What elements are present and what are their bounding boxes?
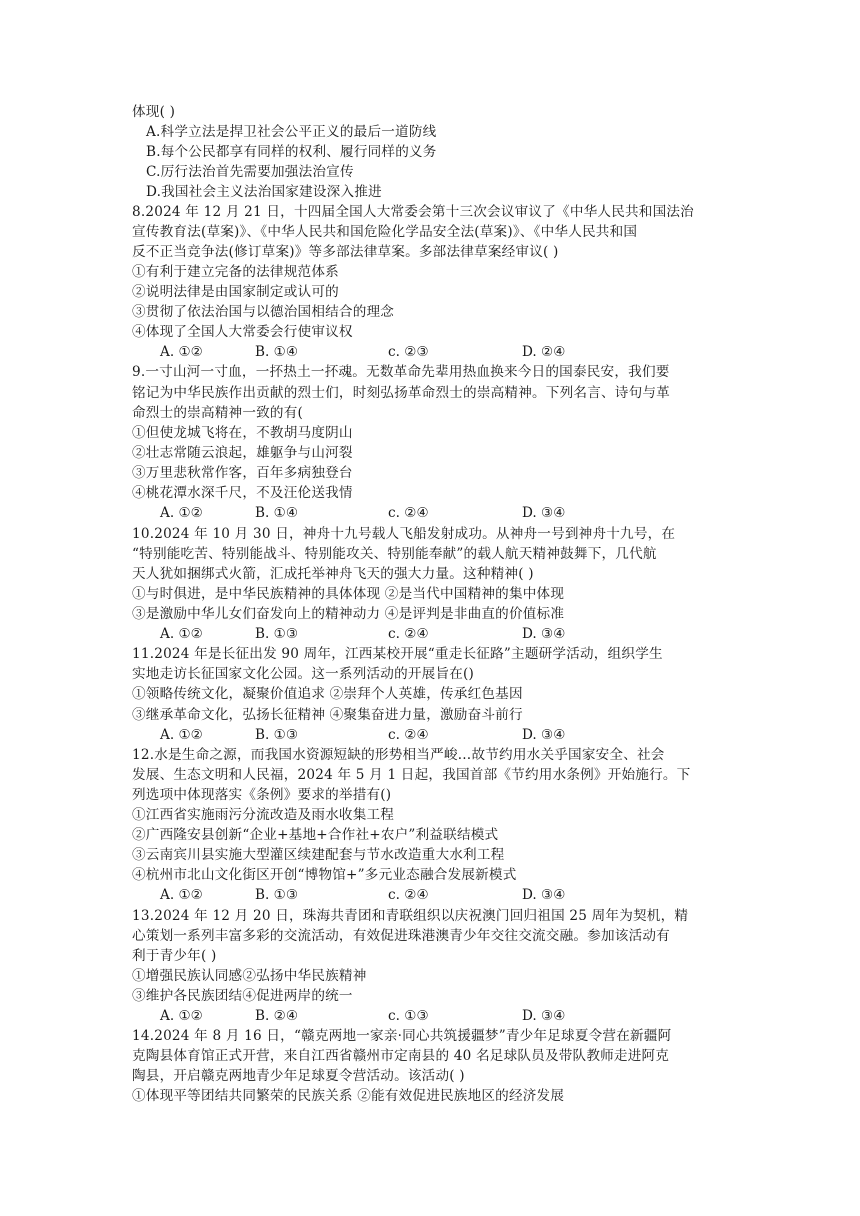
- q7-option-c: C.厉行法治首先需要加强法治宣传: [146, 164, 354, 180]
- q10-choices: [160, 624, 720, 644]
- choice-c: c. ①③: [388, 1008, 429, 1024]
- choice-a: A. ①②: [160, 1008, 203, 1024]
- choice-c: c. ②④: [388, 887, 429, 903]
- q9-choices: [160, 503, 720, 523]
- choice-d: D. ③④: [522, 505, 566, 521]
- question-12-stem: 12.水是生命之源，而我国水资源短缺的形势相当严峻…故节约用水关乎国家安全、社会: [132, 747, 665, 763]
- q7-option-d: D.我国社会主义法治国家建设深入推进: [146, 184, 382, 200]
- choice-d: D. ③④: [522, 626, 566, 642]
- choice-d: D. ③④: [522, 727, 566, 743]
- question-10-stem: 10.2024 年 10 月 30 日，神舟十九号载人飞船发射成功。从神舟一号到神舟十九号，在: [132, 526, 676, 542]
- choice-a: A. ①②: [160, 727, 203, 743]
- choice-b: B. ①③: [255, 727, 299, 743]
- q7-option-b: B.每个公民都享有同样的权利、履行同样的义务: [146, 144, 437, 160]
- question-12-stem: 发展、生态文明和人民福，2024 年 5 月 1 日起，我国首部《节约用水条例》开始施行。下: [132, 767, 691, 783]
- question-14-stem: 14.2024 年 8 月 16 日，“赣克两地一家亲·同心共筑援疆梦”青少年足球夏令营在新疆阿: [132, 1028, 672, 1044]
- question-13-stem: 利于青少年( ): [132, 948, 217, 964]
- q13-statement: ①增强民族认同感②弘扬中华民族精神: [132, 968, 367, 984]
- q9-statement: ②壮志常随云浪起，雄躯争与山河裂: [132, 445, 353, 461]
- question-13-stem: 心策划一系列丰富多彩的交流活动，有效促进珠港澳青少年交往交流交融。参加该活动有: [132, 928, 670, 944]
- question-11-stem: 实地走访长征国家文化公园。这一系列活动的开展旨在(): [132, 666, 475, 682]
- question-8-stem: 宣传教育法(草案)》、《中华人民共和国危险化学品安全法(草案)》、《中华人民共和国: [132, 224, 638, 240]
- choice-b: B. ①④: [255, 505, 299, 521]
- choice-a: A. ①②: [160, 887, 203, 903]
- q11-statement: ③继承革命文化，弘扬长征精神 ④聚集奋进力量，激励奋斗前行: [132, 707, 523, 723]
- q12-statement: ②广西隆安县创新“企业+基地+合作社+农户”利益联结模式: [132, 827, 499, 843]
- q8-statement: ②说明法律是由国家制定或认可的: [132, 284, 339, 300]
- q11-statement: ①领略传统文化，凝聚价值追求 ②崇拜个人英雄，传承红色基因: [132, 686, 523, 702]
- choice-c: c. ②③: [388, 344, 429, 360]
- question-14-stem: 陶县，开启赣克两地青少年足球夏令营活动。该活动( ): [132, 1068, 465, 1084]
- question-12-stem: 列选项中体现落实《条例》要求的举措有(): [132, 787, 392, 803]
- q11-choices: [160, 725, 720, 745]
- choice-b: B. ①④: [255, 344, 299, 360]
- question-7-stem-end: 体现( ): [132, 104, 176, 120]
- q14-statement: ①体现平等团结共同繁荣的民族关系 ②能有效促进民族地区的经济发展: [132, 1088, 565, 1104]
- choice-c: c. ②④: [388, 505, 429, 521]
- question-9-stem: 命烈士的崇高精神一致的有(: [132, 405, 304, 421]
- choice-d: D. ③④: [522, 1008, 566, 1024]
- q10-statement: ③是激励中华儿女们奋发向上的精神动力 ④是评判是非曲直的价值标准: [132, 606, 565, 622]
- question-10-stem: 天人犹如捆绑式火箭，汇成托举神舟飞天的强大力量。这种精神( ): [132, 566, 534, 582]
- question-13-stem: 13.2024 年 12 月 20 日，珠海共青团和青联组织以庆祝澳门回归祖国 25 周年为契机，精: [132, 908, 689, 924]
- q9-statement: ①但使龙城飞将在，不教胡马度阴山: [132, 425, 353, 441]
- question-11-stem: 11.2024 年是长征出发 90 周年，江西某校开展“重走长征路”主题研学活动，组织学生: [132, 646, 663, 662]
- q8-statement: ①有利于建立完备的法律规范体系: [132, 264, 339, 280]
- q9-statement: ③万里悲秋常作客，百年多病独登台: [132, 465, 353, 481]
- choice-d: D. ②④: [522, 344, 566, 360]
- question-9-stem: 9.一寸山河一寸血，一抔热土一抔魂。无数革命先辈用热血换来今日的国泰民安，我们要: [132, 364, 670, 380]
- q13-choices: [160, 1006, 720, 1026]
- question-14-stem: 克陶县体育馆正式开营，来自江西省赣州市定南县的 40 名足球队员及带队教师走进阿克: [132, 1048, 670, 1064]
- choice-a: A. ①②: [160, 505, 203, 521]
- q12-statement: ④杭州市北山文化街区开创“博物馆+”多元业态融合发展新模式: [132, 867, 517, 883]
- question-9-stem: 铭记为中华民族作出贡献的烈士们，时刻弘扬革命烈士的崇高精神。下列名言、诗句与革: [132, 385, 670, 401]
- q8-choices: [160, 342, 720, 362]
- question-8-stem: 反不正当竞争法(修订草案)》等多部法律草案。多部法律草案经审议( ): [132, 244, 559, 260]
- choice-b: B. ①③: [255, 887, 299, 903]
- q7-option-a: A.科学立法是捍卫社会公平正义的最后一道防线: [146, 124, 437, 140]
- choice-c: c. ②④: [388, 727, 429, 743]
- choice-a: A. ①②: [160, 626, 203, 642]
- choice-b: B. ①③: [255, 626, 299, 642]
- choice-c: c. ②④: [388, 626, 429, 642]
- q12-statement: ③云南宾川县实施大型灌区续建配套与节水改造重大水利工程: [132, 847, 505, 863]
- q8-statement: ③贯彻了依法治国与以德治国相结合的理念: [132, 304, 395, 320]
- choice-d: D. ③④: [522, 887, 566, 903]
- q10-statement: ①与时俱进，是中华民族精神的具体体现 ②是当代中国精神的集中体现: [132, 586, 565, 602]
- question-8-stem: 8.2024 年 12 月 21 日，十四届全国人大常委会第十三次会议审议了《中华人民共和国法治: [132, 204, 694, 220]
- question-10-stem: “特别能吃苦、特别能战斗、特别能攻关、特别能奉献”的载人航天精神鼓舞下，几代航: [132, 546, 657, 562]
- q12-choices: [160, 885, 720, 905]
- choice-a: A. ①②: [160, 344, 203, 360]
- q12-statement: ①江西省实施雨污分流改造及雨水收集工程: [132, 807, 395, 823]
- q13-statement: ③维护各民族团结④促进两岸的统一: [132, 988, 353, 1004]
- choice-b: B. ②④: [255, 1008, 299, 1024]
- q9-statement: ④桃花潭水深千尺，不及汪伦送我情: [132, 485, 353, 501]
- q8-statement: ④体现了全国人大常委会行使审议权: [132, 324, 353, 340]
